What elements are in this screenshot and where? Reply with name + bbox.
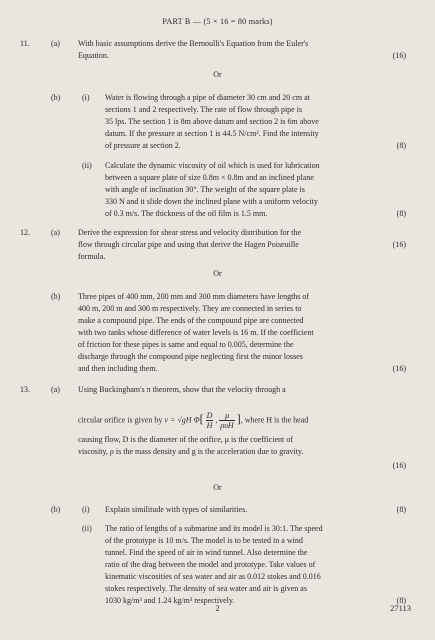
question-number: 12. xyxy=(20,228,30,237)
part-label: (b) xyxy=(51,505,61,514)
marks: (8) xyxy=(396,596,406,605)
marks: (16) xyxy=(392,51,406,60)
question-text: The ratio of lengths of a submarine and its model is 30:1. The speed of the prototype is 10 m/s. The model is to be tested in a wind tunnel. Find the speed of air in wind tunnel. Also determine the ratio of the drag between the model and prototype. Take values of kinematic viscosities of sea water and air as 0.012 stokes and 0.016 stokes respectively. The density of sea water and air is given as 1030 kg/m³ and 1.24 kg/m³ respectively. xyxy=(105,524,323,605)
or-divider: Or xyxy=(213,70,222,79)
or-divider: Or xyxy=(213,269,222,278)
question-text: Derive the expression for shear stress and velocity distribution for the flow through circular pipe and using that derive the Hagen Poiseuille formula. xyxy=(78,228,302,261)
velocity-formula-line: circular orifice is given by v = √gH Φ[ $\frac{D}{H}$ , $\frac{\mu}{\text{ρυH}}$ ], where H is the head xyxy=(78,411,309,430)
subpart-label: (i) xyxy=(82,505,90,514)
part-label: (a) xyxy=(51,385,60,394)
marks: (16) xyxy=(392,240,406,249)
marks: (16) xyxy=(392,364,406,373)
paper-code: 27113 xyxy=(390,603,411,613)
question-text: Using Buckingham's π theorem, show that the velocity through a xyxy=(78,385,286,394)
fraction-d-over-h: $\frac{D}{H}$ xyxy=(206,411,213,430)
question-text: Water is flowing through a pipe of diameter 30 cm and 20 cm at sections 1 and 2 respectively. The rate of flow through pipe is 35 lps. The section 1 is 8m above datum and section 2 is 6m above datum. If the pressure at section 1 is 44.5 N/cm². Find the intensity of pressure at section 2. xyxy=(105,93,319,150)
or-divider: Or xyxy=(213,483,222,492)
subpart-label: (ii) xyxy=(82,161,92,170)
marks: (8) xyxy=(396,141,406,150)
marks: (8) xyxy=(396,505,406,514)
formula-lhs: v = √gH Φ xyxy=(164,415,200,425)
question-text: Explain similitude with types of similarities. xyxy=(105,505,248,514)
page-number: 2 xyxy=(215,603,220,613)
marks: (16) xyxy=(392,461,406,470)
question-number: 11. xyxy=(20,39,30,48)
part-label: (a) xyxy=(51,39,60,48)
question-text: Three pipes of 400 mm, 200 mm and 300 mm diameters have lengths of 400 m, 200 m and 300 m respectively. They are connected in series to make a compound pipe. The ends of the compound pipe are connected with two tanks whose difference of water levels is 16 m. If the coefficient of friction for these pipes is same and equal to 0.005, determine the discharge through the compound pipe neglecting first the minor losses and then including them. xyxy=(78,292,314,373)
subpart-label: (i) xyxy=(82,93,90,102)
part-label: (a) xyxy=(51,228,60,237)
subpart-label: (ii) xyxy=(82,524,92,533)
part-heading: PART B — (5 × 16 = 80 marks) xyxy=(162,17,273,26)
fraction-mu-over-rhovh: $\frac{\mu}{\text{ρυH}}$ xyxy=(220,411,234,430)
part-label: (b) xyxy=(51,292,61,301)
question-text: causing flow, D is the diameter of the orifice, μ is the coefficient of viscosity, ρ is the mass density and g is the acceleration due to gravity. xyxy=(78,435,304,456)
question-number: 13. xyxy=(20,385,30,394)
question-text: Calculate the dynamic viscosity of oil which is used for lubrication between a square plate of size 0.8m × 0.8m and an inclined plane with angle of inclination 30°. The weight of the square plate is 330 N and it slide down the inclined plane with a uniform velocity of 0.3 m/s. The thickness of the oil film is 1.5 mm. xyxy=(105,161,320,218)
part-label: (b) xyxy=(51,93,61,102)
question-text: With basic assumptions derive the Bernoulli's Equation from the Euler's Equation. xyxy=(78,39,309,60)
marks: (8) xyxy=(396,209,406,218)
